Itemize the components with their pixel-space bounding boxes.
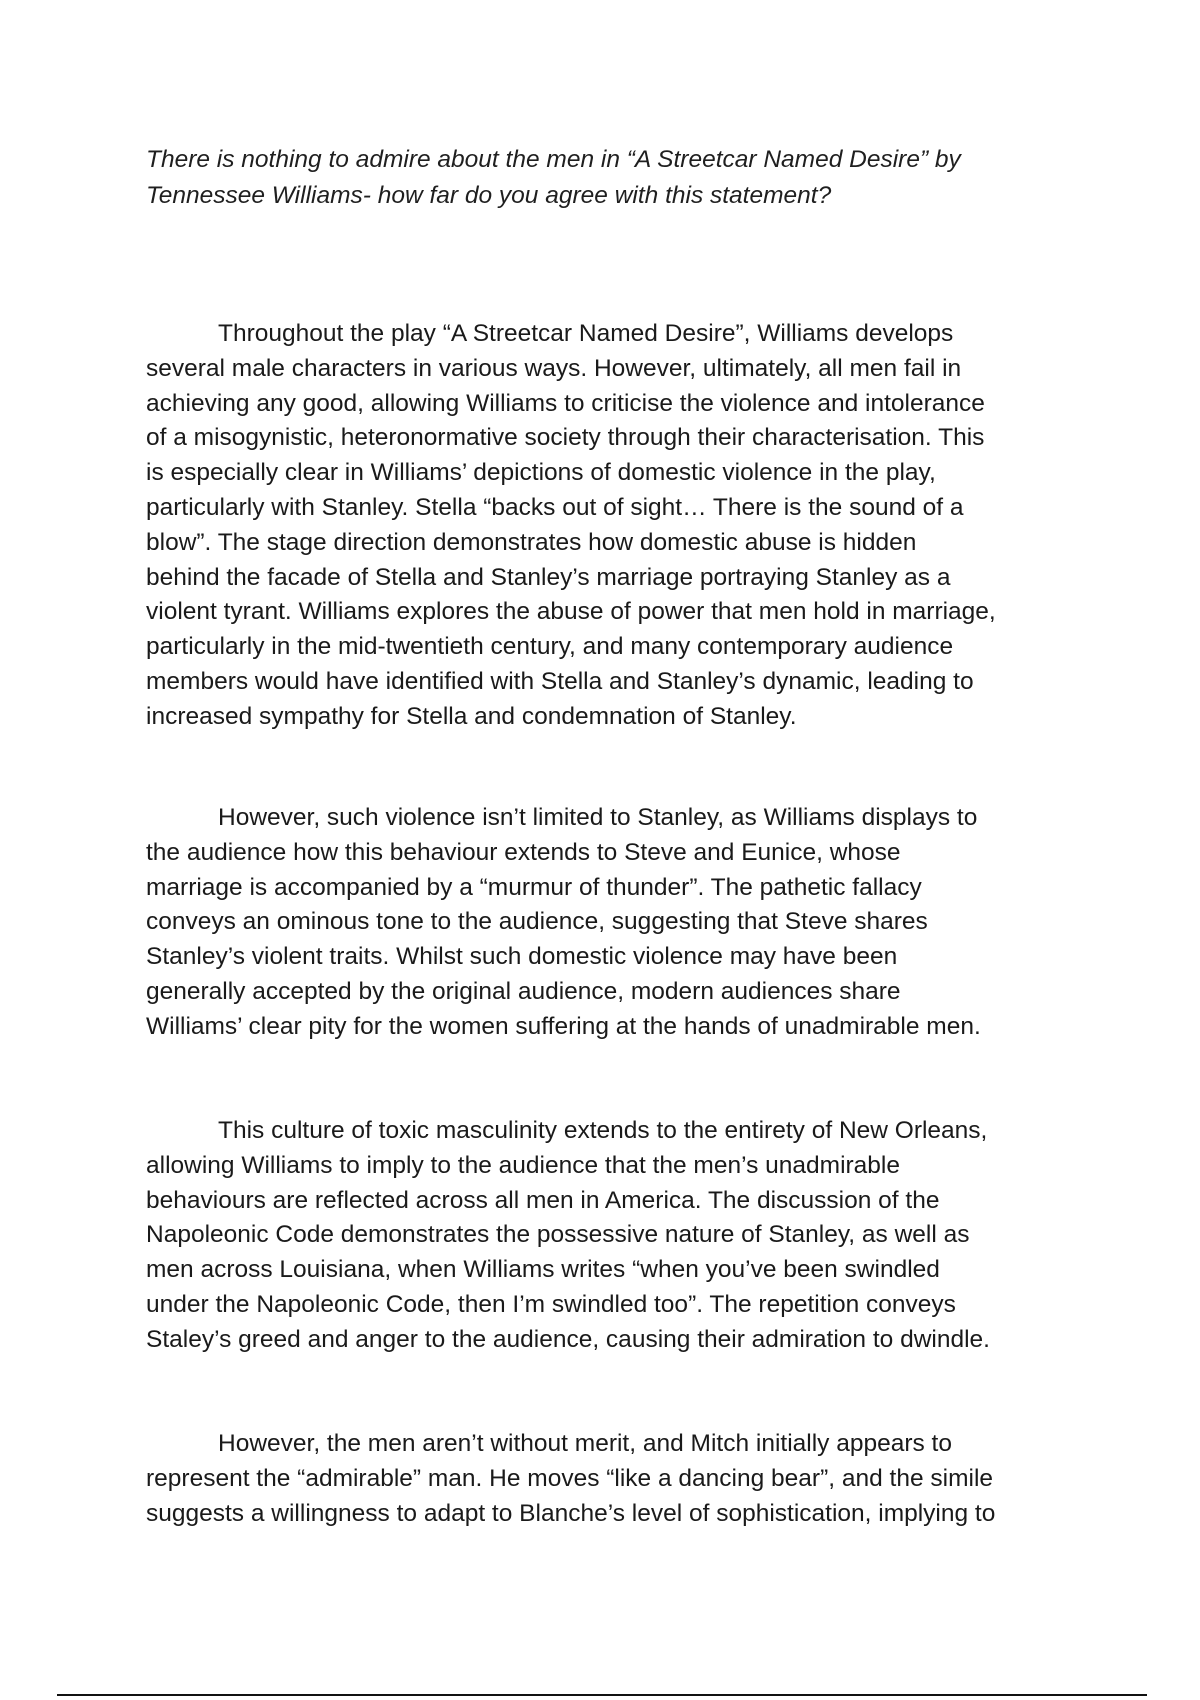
paragraph-line: achieving any good, allowing Williams to criticise the violence and intolerance [146, 389, 985, 417]
question-line: Tennessee Williams- how far do you agree with this statement? [146, 182, 832, 209]
paragraph-line: increased sympathy for Stella and condemnation of Stanley. [146, 702, 797, 730]
paragraph-line: Stanley’s violent traits. Whilst such domestic violence may have been [146, 943, 898, 971]
paragraph-line: allowing Williams to imply to the audience that the men’s unadmirable [146, 1151, 900, 1179]
paragraph-line: is especially clear in Williams’ depictions of domestic violence in the play, [146, 459, 936, 487]
paragraph-line: behind the facade of Stella and Stanley’s marriage portraying Stanley as a [146, 563, 951, 591]
essay-paragraph-4 [146, 1427, 1066, 1531]
paragraph-line: violent tyrant. Williams explores the abuse of power that men hold in marriage, [146, 598, 996, 626]
paragraph-line: Staley’s greed and anger to the audience, causing their admiration to dwindle. [146, 1325, 990, 1353]
paragraph-line: However, the men aren’t without merit, and Mitch initially appears to [218, 1430, 952, 1457]
essay-paragraph-2 [146, 801, 1066, 1045]
paragraph-line: men across Louisiana, when Williams writes “when you’ve been swindled [146, 1256, 940, 1284]
paragraph-line: represent the “admirable” man. He moves “like a dancing bear”, and the simile [146, 1464, 994, 1492]
paragraph-line: marriage is accompanied by a “murmur of thunder”. The pathetic fallacy [146, 873, 922, 901]
paragraph-line: under the Napoleonic Code, then I’m swindled too”. The repetition conveys [146, 1290, 956, 1318]
paragraph-line: Throughout the play “A Streetcar Named Desire”, Williams develops [218, 320, 954, 347]
paragraph-line: the audience how this behaviour extends to Steve and Eunice, whose [146, 838, 901, 866]
essay-paragraph-1 [146, 317, 1066, 735]
paragraph-line: Napoleonic Code demonstrates the possessive nature of Stanley, as well as [146, 1221, 970, 1249]
paragraph-line: members would have identified with Stella and Stanley’s dynamic, leading to [146, 667, 974, 695]
page-bottom-rule [57, 1694, 1147, 1696]
paragraph-line: of a misogynistic, heteronormative society through their characterisation. This [146, 424, 985, 452]
paragraph-line: However, such violence isn’t limited to Stanley, as Williams displays to [218, 804, 978, 831]
paragraph-line: This culture of toxic masculinity extends to the entirety of New Orleans, [218, 1117, 988, 1144]
paragraph-line: Williams’ clear pity for the women suffering at the hands of unadmirable men. [146, 1012, 981, 1040]
paragraph-line: generally accepted by the original audience, modern audiences share [146, 977, 901, 1005]
paragraph-line: suggests a willingness to adapt to Blanche’s level of sophistication, implying to [146, 1499, 996, 1527]
essay-paragraph-3 [146, 1114, 1066, 1358]
paragraph-line: particularly with Stanley. Stella “backs out of sight… There is the sound of a [146, 493, 964, 521]
question-line: There is nothing to admire about the men in “A Streetcar Named Desire” by [146, 146, 961, 173]
paragraph-line: conveys an ominous tone to the audience, suggesting that Steve shares [146, 908, 928, 936]
paragraph-line: behaviours are reflected across all men in America. The discussion of the [146, 1186, 940, 1214]
essay-question [146, 142, 1076, 214]
paragraph-line: particularly in the mid-twentieth century, and many contemporary audience [146, 633, 954, 661]
paragraph-line: blow”. The stage direction demonstrates how domestic abuse is hidden [146, 528, 917, 556]
paragraph-line: several male characters in various ways. However, ultimately, all men fail in [146, 354, 962, 382]
